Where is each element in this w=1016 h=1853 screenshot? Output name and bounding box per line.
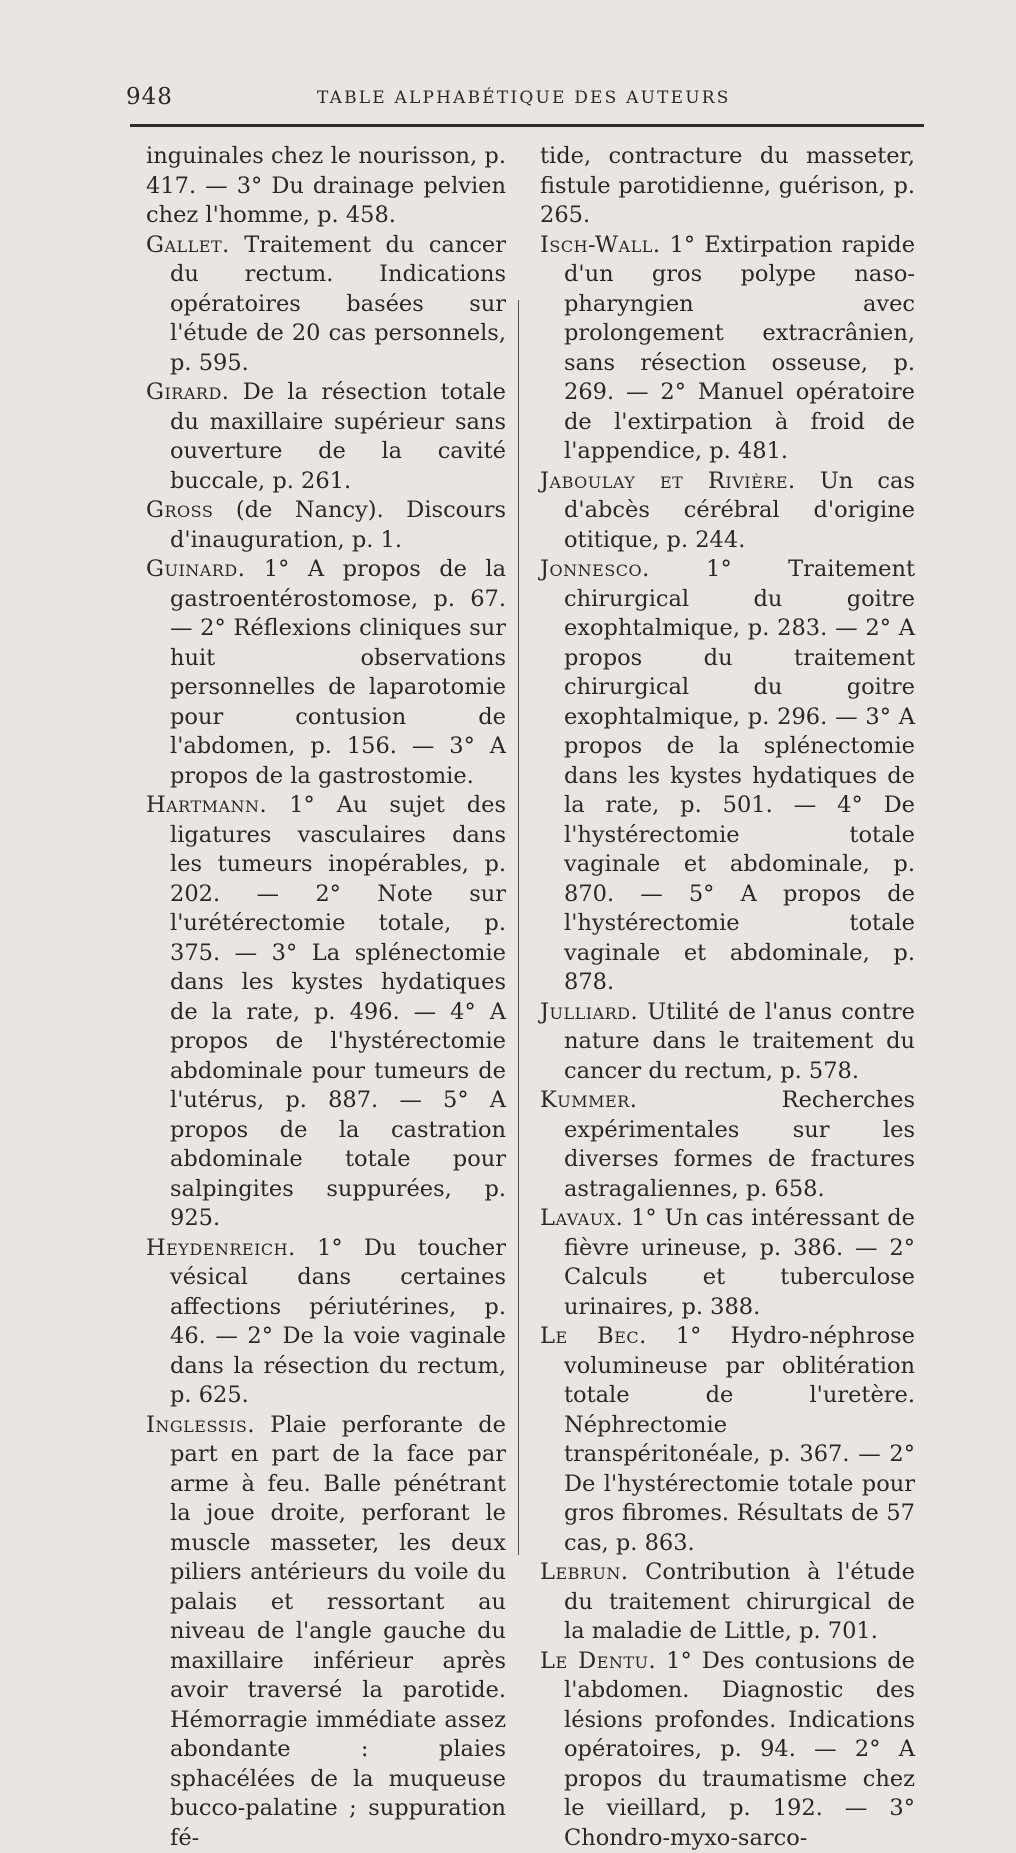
index-entry [540,1558,915,1647]
index-entry [146,555,506,791]
index-entry [146,378,506,496]
entry-text: 1° Hydro-néphrose volumineuse par oblitération totale de l'uretère. Néphrectomie transpéritonéale, p. 367. — 2° De l'hystérectomie totale pour gros fibromes. Résultats de 57 cas, p. 863. [564,1323,915,1556]
entry-text: (de Nancy). Discours d'inauguration, p. 1. [170,497,506,553]
author-name: Jaboulay et Rivière. [540,468,796,494]
index-entry [540,142,915,231]
entry-text: Traitement du cancer du rectum. Indications opératoires basées sur l'étude de 20 cas personnels, p. 595. [170,232,506,376]
author-name: Gallet. [146,232,230,258]
header-rule [130,124,924,127]
entry-text: tide, contracture du masseter, fistule parotidienne, guérison, p. 265. [540,143,915,228]
index-entry [146,231,506,379]
index-entry [146,791,506,1234]
page-number: 948 [126,84,173,110]
author-name: Julliard. [540,999,638,1025]
index-entry [146,496,506,555]
author-name: Girard. [146,379,229,405]
entry-text: Recherches expérimentales sur les diverses formes de fractures astragaliennes, p. 658. [564,1087,915,1202]
page-header [0,84,1016,118]
author-name: Le Bec. [540,1323,647,1349]
entry-text: 1° Traitement chirurgical du goitre exophtalmique, p. 283. — 2° A propos du traitement chirurgical du goitre exophtalmique, p. 296. — 3° A propos de la splénectomie dans les kystes hydatiques de la rate, p. 501. — 4° De l'hystérectomie totale vaginale et abdominale, p. 870. — 5° A propos de l'hystérectomie totale vaginale et abdominale, p. 878. [564,556,915,995]
index-entry [540,1086,915,1204]
index-entry [540,1647,915,1853]
author-name: Le Dentu. [540,1648,656,1674]
author-name: Gross [146,497,213,523]
index-entry [146,142,506,231]
entry-text: 1° Du toucher vésical dans certaines affections périutérines, p. 46. — 2° De la voie vaginale dans la résection du rectum, p. 625. [170,1235,506,1409]
entry-text: Plaie perforante de part en part de la face par arme à feu. Balle pénétrant la joue droite, perforant le muscle masseter, les deux piliers antérieurs du voile du palais et ressortant au niveau de l'angle gauche du maxillaire inférieur après avoir traversé la parotide. Hémorragie immédiate assez abondante : plaies sphacélées de la muqueuse bucco-palatine ; suppuration fé- [170,1412,506,1851]
right-column [540,142,915,1853]
author-name: Guinard. [146,556,245,582]
index-entry [540,467,915,556]
index-entry [540,231,915,467]
entry-text: inguinales chez le nourisson, p. 417. — 3° Du drainage pelvien chez l'homme, p. 458. [146,143,506,228]
entry-text: 1° Au sujet des ligatures vasculaires dans les tumeurs inopérables, p. 202. — 2° Note sur l'urétérectomie totale, p. 375. — 3° La splénectomie dans les kystes hydatiques de la rate, p. 496. — 4° A propos de l'hystérectomie abdominale pour tumeurs de l'utérus, p. 887. — 5° A propos de la castration abdominale totale pour salpingites suppurées, p. 925. [170,792,506,1231]
author-name: Lavaux. [540,1205,623,1231]
author-name: Inglessis. [146,1412,255,1438]
index-entry [540,555,915,998]
running-title: TABLE ALPHABÉTIQUE DES AUTEURS [317,88,731,108]
index-entry [146,1411,506,1853]
author-name: Hartmann. [146,792,267,818]
index-entry [540,1322,915,1558]
entry-text: Un cas d'abcès cérébral d'origine otitique, p. 244. [564,468,915,553]
author-name: Isch-Wall. [540,232,661,258]
entry-text: 1° A propos de la gastroentérostomose, p. 67. — 2° Réflexions cliniques sur huit observations personnelles de laparotomie pour contusion de l'abdomen, p. 156. — 3° A propos de la gastrostomie. [170,556,506,789]
author-name: Kummer. [540,1087,637,1113]
entry-text: De la résection totale du maxillaire supérieur sans ouverture de la cavité buccale, p. 261. [170,379,506,494]
left-column [146,142,506,1853]
author-name: Jonnesco. [540,556,650,582]
author-name: Lebrun. [540,1559,629,1585]
entry-text: 1° Un cas intéressant de fièvre urineuse, p. 386. — 2° Calculs et tuberculose urinaires, p. 388. [564,1205,915,1320]
entry-text: 1° Extirpation rapide d'un gros polype naso-pharyngien avec prolongement extracrânien, sans résection osseuse, p. 269. — 2° Manuel opératoire de l'extirpation à froid de l'appendice, p. 481. [564,232,915,465]
entry-text: Utilité de l'anus contre nature dans le traitement du cancer du rectum, p. 578. [564,999,915,1084]
entry-text: Contribution à l'étude du traitement chirurgical de la maladie de Little, p. 701. [564,1559,915,1644]
author-name: Heydenreich. [146,1235,296,1261]
index-entry [146,1234,506,1411]
entry-text: 1° Des contusions de l'abdomen. Diagnostic des lésions profondes. Indications opératoires, p. 94. — 2° A propos du traumatisme chez le vieillard, p. 192. — 3° Chondro-myxo-sarco- [564,1648,915,1851]
index-entry [540,998,915,1087]
column-divider [518,300,519,1555]
index-entry [540,1204,915,1322]
